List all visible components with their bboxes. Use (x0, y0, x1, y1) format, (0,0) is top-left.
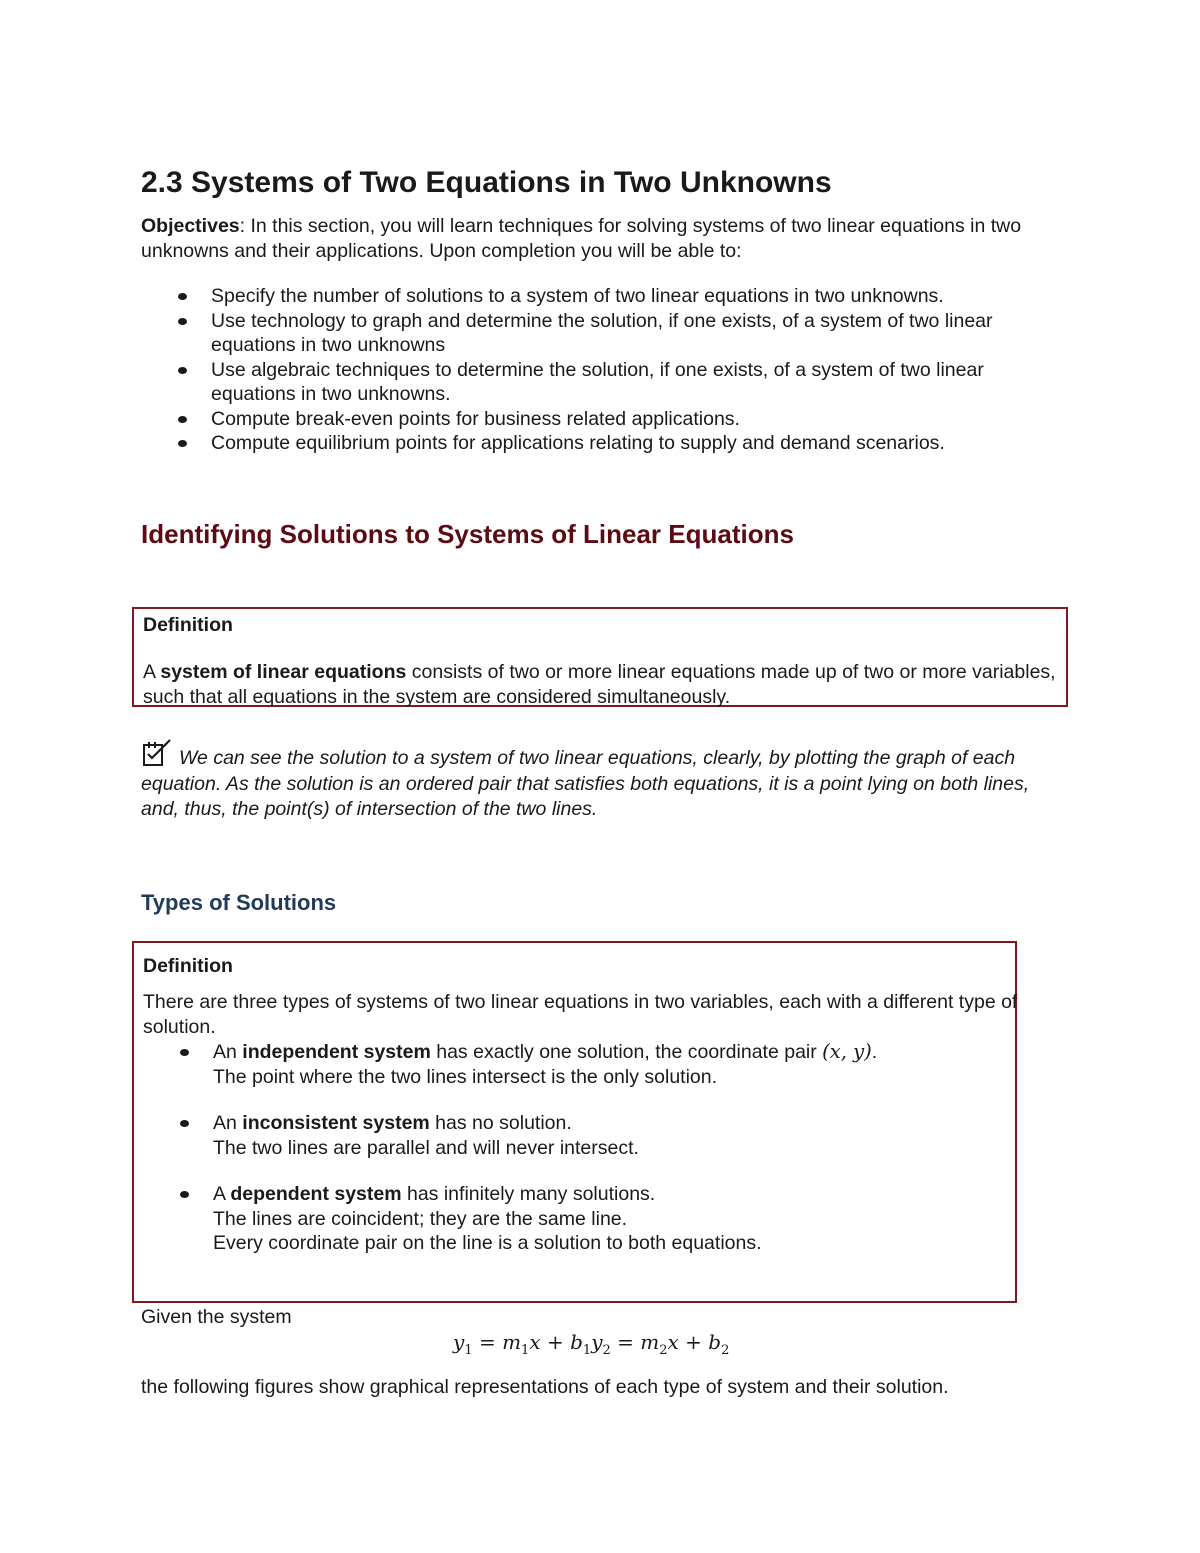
objectives-list (141, 284, 1041, 456)
coordinate-pair: (x, y) (822, 1040, 872, 1063)
bullet-icon (180, 1191, 189, 1198)
type-term: independent system (242, 1041, 431, 1063)
bullet-icon (180, 1049, 189, 1056)
bullet-icon (178, 318, 187, 325)
bullet-icon (180, 1120, 189, 1127)
definition-text: A system of linear equations consists of two or more linear equations made up of two or more variables, such that all equations in the system are considered simultaneously. (143, 661, 1056, 708)
types-list (143, 1040, 1043, 1256)
types-definition-box (132, 941, 1017, 1303)
note-pencil-icon (141, 738, 173, 768)
list-item-independent: An independent system has exactly one solution, the coordinate pair (x, y). The point where the two lines intersect is the only solution. (143, 1040, 1043, 1089)
given-text: Given the system (141, 1306, 292, 1328)
definition-box (132, 607, 1068, 707)
type-term: inconsistent system (242, 1112, 430, 1134)
list-item: Compute break-even points for business related applications. (141, 407, 1041, 432)
section-heading: Identifying Solutions to Systems of Linear Equations (141, 519, 794, 549)
system-equation: $y_1 = m_1x + b_1y_2 = m_2x + b_2$ (453, 1330, 730, 1358)
note-paragraph (141, 738, 1066, 823)
list-item: Specify the number of solutions to a system of two linear equations in two unknowns. (141, 284, 1041, 309)
bullet-icon (178, 440, 187, 447)
bullet-icon (178, 416, 187, 423)
list-item: Use technology to graph and determine the solution, if one exists, of a system of two linear equations in two unknowns (141, 309, 1041, 358)
list-item: Use algebraic techniques to determine the solution, if one exists, of a system of two linear equations in two unknowns. (141, 358, 1041, 407)
bullet-icon (178, 367, 187, 374)
objectives-paragraph (141, 214, 1061, 264)
objectives-text: : In this section, you will learn techniques for solving systems of two linear equations in two unknowns and their applications. Upon completion you will be able to: (141, 215, 1022, 262)
page-title: 2.3 Systems of Two Equations in Two Unknowns (141, 166, 832, 199)
list-item-dependent: A dependent system has infinitely many solutions. The lines are coincident; they are the same line. Every coordinate pair on the line is a solution to both equations. (143, 1182, 1043, 1256)
list-item-inconsistent: An inconsistent system has no solution. The two lines are parallel and will never intersect. (143, 1111, 1043, 1160)
definition-intro: There are three types of systems of two linear equations in two variables, each with a different type of solution. (143, 991, 1018, 1038)
definition-title: Definition (143, 955, 233, 977)
following-text: the following figures show graphical representations of each type of system and their solution. (141, 1376, 949, 1398)
note-text: We can see the solution to a system of two linear equations, clearly, by plotting the graph of each equation. As the solution is an ordered pair that satisfies both equations, it is a point lying on both lines, and, thus, the point(s) of intersection of the two lines. (141, 747, 1030, 820)
definition-title: Definition (143, 614, 233, 636)
objectives-label: Objectives (141, 215, 240, 237)
bullet-icon (178, 293, 187, 300)
type-term: dependent system (230, 1183, 402, 1205)
list-item: Compute equilibrium points for applications relating to supply and demand scenarios. (141, 431, 1041, 456)
definition-term: system of linear equations (160, 661, 407, 683)
subheading: Types of Solutions (141, 890, 337, 915)
